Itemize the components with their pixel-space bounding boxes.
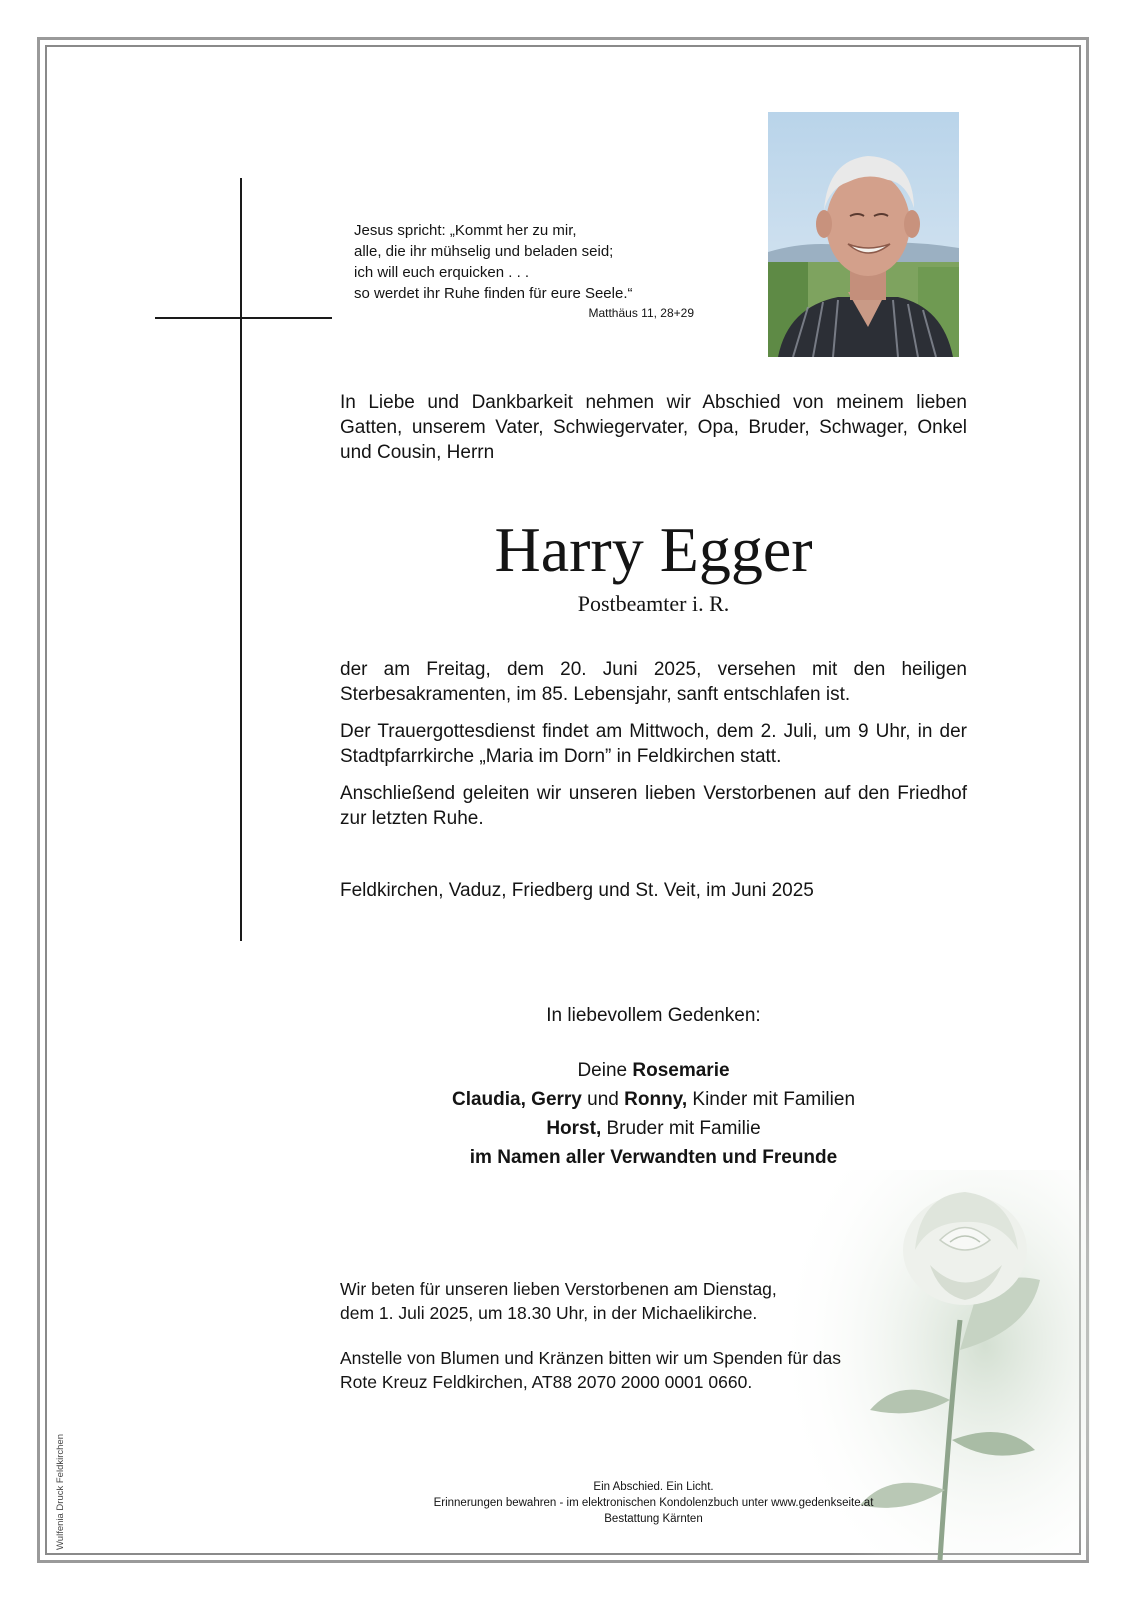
service-paragraph: Der Trauergottesdienst findet am Mittwoch, dem 2. Juli, um 9 Uhr, in der Stadtpfarrkirche „Maria im Dorn” in Feldkirchen statt.: [340, 721, 967, 767]
family-line-3: [340, 1114, 967, 1143]
death-notice-paragraph: der am Freitag, dem 20. Juni 2025, versehen mit den heiligen Sterbesakramenten, im 85. Lebensjahr, sanft entschlafen ist.: [340, 659, 967, 705]
printer-credit: Wulfenia Druck Feldkirchen: [55, 1434, 66, 1550]
family-name-horst: Horst,: [546, 1118, 602, 1139]
donation-line-2: Rote Kreuz Feldkirchen, AT88 2070 2000 0001 0660.: [340, 1372, 753, 1392]
quote-line-1: Jesus spricht: „Kommt her zu mir,: [354, 222, 577, 239]
family-line-1-prefix: Deine: [577, 1060, 633, 1081]
deceased-name: Harry Egger: [494, 514, 813, 585]
cross-vertical-bar: [240, 178, 242, 941]
footer-slogan: Ein Abschied. Ein Licht.: [593, 1481, 714, 1493]
family-relatives-friends: im Namen aller Verwandten und Freunde: [469, 1147, 838, 1168]
quote-line-4: so werdet ihr Ruhe finden für eure Seele.“: [354, 285, 633, 302]
footer-undertaker: Bestattung Kärnten: [604, 1513, 703, 1525]
quote-reference: Matthäus 11, 28+29: [588, 306, 694, 320]
donation-paragraph: [340, 1346, 967, 1394]
quote-line-3: ich will euch erquicken . . .: [354, 264, 530, 281]
footer-condolence-link: Erinnerungen bewahren - im elektronischen Kondolenzbuch unter www.gedenkseite.at: [433, 1497, 874, 1509]
portrait-photo: [768, 112, 959, 357]
burial-paragraph: Anschließend geleiten wir unseren lieben Verstorbenen auf den Friedhof zur letzten Ruhe.: [340, 783, 967, 829]
family-line-2-suffix: Kinder mit Familien: [687, 1089, 856, 1110]
family-line-1: [340, 1056, 967, 1085]
footer: [340, 1479, 967, 1527]
family-line-2: [340, 1085, 967, 1114]
bible-quote: [354, 220, 694, 321]
cross-horizontal-bar: [155, 317, 332, 319]
prayer-line-1: Wir beten für unseren lieben Verstorbenen am Dienstag,: [340, 1279, 777, 1299]
donation-line-1: Anstelle von Blumen und Kränzen bitten wir um Spenden für das: [340, 1348, 841, 1368]
family-names-children: Claudia, Gerry: [451, 1089, 582, 1110]
family-line-2-and: und: [581, 1089, 625, 1110]
family-signatures: [340, 1056, 967, 1172]
family-line-4: [340, 1143, 967, 1172]
quote-line-2: alle, die ihr mühselig und beladen seid;: [354, 243, 614, 260]
deceased-title: Postbeamter i. R.: [577, 591, 730, 616]
prayer-line-2: dem 1. Juli 2025, um 18.30 Uhr, in der Michaelikirche.: [340, 1303, 758, 1323]
prayer-paragraph: [340, 1277, 967, 1325]
memory-heading: In liebevollem Gedenken:: [546, 1005, 761, 1026]
intro-paragraph: In Liebe und Dankbarkeit nehmen wir Abschied von meinem lieben Gatten, unserem Vater, Schwiegervater, Opa, Bruder, Schwager, Onkel und Cousin, Herrn: [340, 392, 967, 463]
family-name-ronny: Ronny,: [624, 1089, 688, 1110]
family-line-3-suffix: Bruder mit Familie: [601, 1118, 761, 1139]
places-date-line: Feldkirchen, Vaduz, Friedberg und St. Veit, im Juni 2025: [340, 880, 814, 901]
family-name-rosemarie: Rosemarie: [632, 1060, 730, 1081]
